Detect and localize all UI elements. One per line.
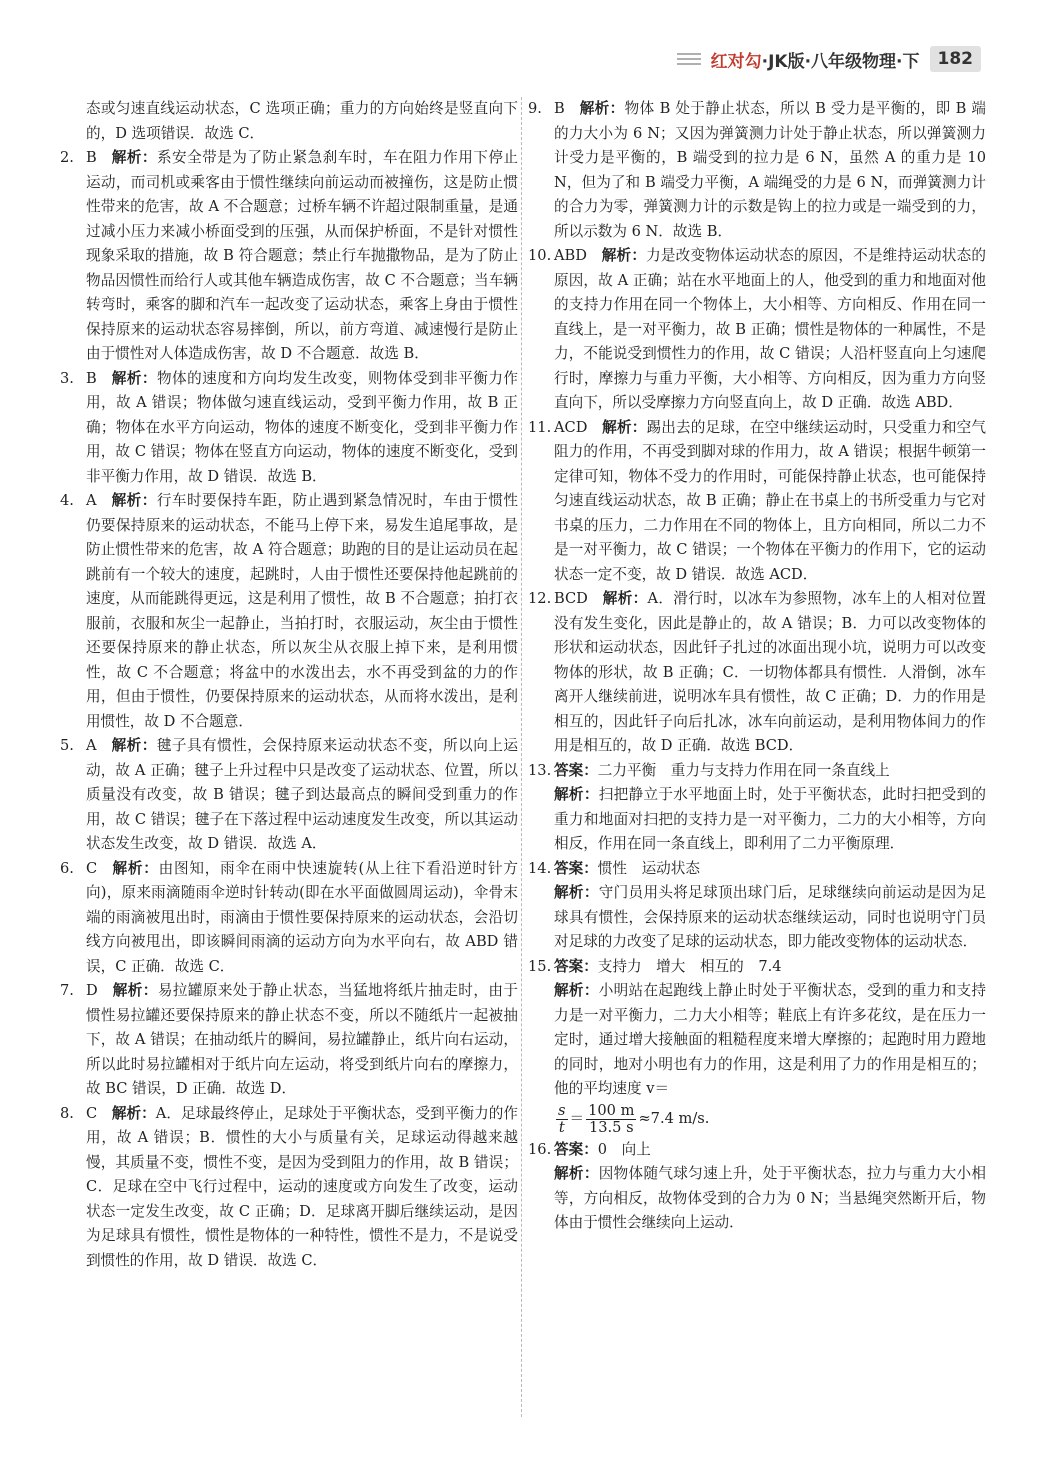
- question-number: 4.: [60, 492, 74, 509]
- continuation-text: 态或匀速直线运动状态，C 选项正确；重力的方向始终是竖直向下的，D 选项错误．故选 C．: [86, 100, 518, 142]
- question-number: 15.: [528, 957, 552, 975]
- question-item: [60, 734, 518, 857]
- fill-question-item: [528, 759, 986, 857]
- header-brand: 红对勾: [710, 51, 762, 72]
- question-answer: D: [86, 982, 98, 999]
- explanation-text: 物体的速度和方向均发生改变，则物体受到非平衡力作用，故 A 错误；物体做匀速直线运动，受到平衡力作用，故 B 正确；物体在水平方向运动，物体的速度不断变化，受到非平衡力作用，故 C 错误；物体在竖直方向运动，物体的速度不断变化，受到非平衡力作用，故 D 错误．故选 B．: [86, 369, 518, 485]
- question-number: 9.: [528, 100, 542, 117]
- question-item: [60, 857, 518, 980]
- question-body: [554, 416, 986, 588]
- question-body: [86, 489, 518, 734]
- question-item: [60, 1102, 518, 1274]
- question-body: [86, 734, 518, 857]
- fill-question-item: [528, 857, 986, 955]
- question-answer: C: [86, 859, 98, 877]
- question-item: [528, 587, 986, 759]
- explanation-text: A．滑行时，以冰车为参照物，冰车上的人相对位置没有发生变化，因此是静止的，故 A 错误；B．力可以改变物体的形状和运动状态，因此钎子扎过的冰面出现小坑，说明力可以改变物体的形状，故 B 正确；C．一切物体都具有惯性．人滑倒，冰车离开人继续前进，说明冰车具有惯性，故 C 正确；D．力的作用是相互的，因此钎子向后扎冰，冰车向前运动，是利用物体间力的作用是相互的，故 D 正确．故选 BCD．: [554, 590, 986, 754]
- explanation-text: 毽子具有惯性，会保持原来运动状态不变，所以向上运动，故 A 正确；毽子上升过程中只是改变了运动状态、位置，所以质量没有改变，故 B 错误；毽子到达最高点的瞬间受到重力的作用，故 C 错误；毽子在下落过程中运动速度发生改变，所以其运动状态发生改变，故 D 错误．故选 A．: [86, 737, 518, 852]
- explanation-text: 力是改变物体运动状态的原因，不是维持运动状态的原因，故 A 正确；站在水平地面上的人，他受到的重力和地面对他的支持力作用在同一个物体上，大小相等、方向相反、作用在同一直线上，是一对平衡力，故 B 正确；惯性是物体的一种属性，不是力，不能说受到惯性力的作用，故 C 错误；人沿杆竖直向上匀速爬行时，摩擦力与重力平衡，大小相等、方向相反，因为重力方向竖直向下，所以受摩擦力方向竖直向上，故 D 正确．故选 ABD．: [554, 247, 986, 411]
- explanation-text: A．足球最终停止，足球处于平衡状态，受到平衡力的作用，故 A 错误；B．惯性的大小与质量有关，足球运动得越来越慢，其质量不变，惯性不变，是因为受到阻力的作用，故 B 错误；C．足球在空中飞行过程中，运动的速度或方向发生了改变，运动状态一定发生改变，故 C 正确；D．足球离开脚后继续运动，是因为足球具有惯性，惯性是物体的一种特性，惯性不是力，不是说受到惯性的作用，故 D 错误．故选 C．: [86, 1104, 518, 1269]
- question-item: [60, 367, 518, 490]
- question-item: [60, 146, 518, 367]
- question-answer: ABD: [554, 247, 587, 264]
- question-number: 10.: [528, 247, 552, 264]
- question-body: [554, 97, 986, 244]
- page-number: 182: [930, 46, 982, 72]
- fill-question-item: [528, 1138, 986, 1236]
- question-number: 2.: [60, 149, 74, 166]
- explanation-label: 解析：: [112, 982, 158, 999]
- formula-result: ≈7.4 m/s.: [638, 1110, 710, 1128]
- explanation-label: 解析：: [602, 418, 647, 436]
- fraction-denominator: 13.5 s: [588, 1119, 634, 1136]
- header-series: ·JK版·八年级物理·下: [761, 51, 920, 72]
- question-item: [528, 97, 986, 244]
- fill-question-item: [528, 955, 986, 1102]
- explanation-text: 扫把静立于水平地面上时，处于平衡状态，此时扫把受到的重力和地面对扫把的支持力是一对平衡力，二力的大小相等，方向相反，作用在同一条直线上，即利用了二力平衡原理．: [554, 786, 986, 852]
- question-number: 16.: [528, 1140, 552, 1158]
- question-number: 5.: [60, 737, 74, 754]
- explanation-text: 守门员用头将足球顶出球门后，足球继续向前运动是因为足球具有惯性，会保持原来的运动状态继续运动，同时也说明守门员对足球的力改变了足球的运动状态，即力能改变物体的运动状态．: [554, 884, 986, 950]
- right-column: [528, 97, 986, 1236]
- answer-label: 答案：: [554, 859, 598, 877]
- fill-items: [528, 759, 986, 1236]
- question-answer: B: [86, 149, 97, 166]
- column-divider: [521, 97, 522, 1417]
- answer-line: [554, 759, 986, 784]
- question-body: [554, 1138, 986, 1236]
- explanation-block: [554, 783, 986, 857]
- question-answer: B: [554, 100, 565, 117]
- question-item: [528, 244, 986, 416]
- question-body: [554, 857, 986, 955]
- explanation-label: 解析：: [554, 884, 599, 901]
- question-body: [554, 587, 986, 759]
- question-body: [554, 759, 986, 857]
- explanation-text: 踢出去的足球，在空中继续运动时，只受重力和空气阻力的作用，不再受到脚对球的作用力，故 A 错误；根据牛顿第一定律可知，物体不受力的作用时，可能保持静止状态，也可能保持匀速直线运动状态，故 B 正确；静止在书桌上的书所受重力与它对书桌的压力，二力作用在不同的物体上，且方向相同，所以二力不是一对平衡力，故 C 错误；一个物体在平衡力的作用下，它的运动状态一定不变，故 D 错误．故选 ACD．: [554, 418, 986, 583]
- explanation-text: 系安全带是为了防止紧急刹车时，车在阻力作用下停止运动，而司机或乘客由于惯性继续向前运动而被撞伤，这是防止惯性带来的危害，故 A 不合题意；过桥车辆不许超过限制重量，是通过减小压力来减小桥面受到的压强，从而保护桥面，不是针对惯性现象采取的措施，故 B 符合题意；禁止行车抛撒物品，是为了防止物品因惯性而给行人或其他车辆造成伤害，故 C 不合题意；当车辆转弯时，乘客的脚和汽车一起改变了运动状态，乘客上身由于惯性保持原来的运动状态容易摔倒，所以，前方弯道、减速慢行是防止由于惯性对人体造成伤害，故 D 不合题意．故选 B．: [86, 149, 518, 362]
- explanation-label: 解析：: [579, 100, 625, 117]
- question-body: [86, 979, 518, 1102]
- fraction-values: [586, 1103, 636, 1136]
- question-item: [528, 416, 986, 588]
- question-answer: B: [86, 369, 97, 387]
- explanation-block: [554, 881, 986, 955]
- explanation-label: 解析：: [111, 149, 157, 166]
- answer-text: 二力平衡 重力与支持力作用在同一条直线上: [597, 761, 890, 779]
- fraction-denominator: t: [558, 1119, 565, 1136]
- page-header: [677, 44, 981, 74]
- answer-text: 支持力 增大 相互的 7.4: [597, 957, 782, 975]
- explanation-label: 解析：: [602, 590, 648, 607]
- question-number: 13.: [528, 761, 552, 779]
- explanation-text: 小明站在起跑线上静止时处于平衡状态，受到的重力和支持力是一对平衡力，二力大小相等；鞋底上有许多花纹，是在压力一定时，通过增大接触面的粗糙程度来增大摩擦的；起跑时用力蹬地的同时，地对小明也有力的作用，这是利用了力的作用是相互的；他的平均速度 v＝: [554, 982, 986, 1097]
- left-column: [60, 97, 518, 1273]
- question-answer: C: [86, 1104, 98, 1122]
- question-item: [60, 489, 518, 734]
- explanation-label: 解析：: [111, 369, 157, 387]
- answer-text: 惯性 运动状态: [597, 859, 700, 877]
- question-body: [554, 244, 986, 416]
- answer-text: 0 向上: [597, 1140, 651, 1158]
- question-answer: A: [86, 492, 97, 509]
- explanation-label: 解析：: [554, 1165, 599, 1182]
- left-items: [60, 146, 518, 1273]
- answer-label: 答案：: [554, 761, 598, 779]
- explanation-label: 解析：: [111, 859, 159, 877]
- explanation-label: 解析：: [111, 1104, 156, 1122]
- explanation-label: 解析：: [554, 982, 599, 999]
- answer-line: [554, 1138, 986, 1163]
- explanation-block: [554, 979, 986, 1102]
- answer-line: [554, 955, 986, 980]
- explanation-text: 由图知，雨伞在雨中快速旋转(从上往下看沿逆时针方向)，原来雨滴随雨伞逆时针转动(即在水平面做圆周运动)，伞骨末端的雨滴被甩出时，雨滴由于惯性要保持原来的运动状态，会沿切线方向被甩出，即该瞬间雨滴的运动方向为水平向右，故 ABD 错误，C 正确．故选 C．: [86, 859, 518, 975]
- question-number: 6.: [60, 859, 74, 877]
- answer-label: 答案：: [554, 1140, 598, 1158]
- explanation-block: [554, 1162, 986, 1236]
- explanation-label: 解析：: [111, 737, 157, 754]
- answer-line: [554, 857, 986, 882]
- question-body: [554, 955, 986, 1102]
- explanation-text: 易拉罐原来处于静止状态，当猛地将纸片抽走时，由于惯性易拉罐还要保持原来的静止状态不变，所以不随纸片一起被抽下，故 A 错误；在抽动纸片的瞬间，易拉罐静止，纸片向右运动，所以此时易拉罐相对于纸片向左运动，将受到纸片向右的摩擦力，故 BC 错误，D 正确．故选 D．: [86, 982, 518, 1097]
- explanation-label: 解析：: [111, 492, 157, 509]
- fraction-numerator: 100 m: [588, 1102, 635, 1119]
- fraction-numerator: s: [558, 1102, 566, 1119]
- question-number: 8.: [60, 1104, 74, 1122]
- question-number: 3.: [60, 369, 74, 387]
- question-number: 12.: [528, 590, 552, 607]
- question-body: [86, 367, 518, 490]
- question-item: [60, 979, 518, 1102]
- question-answer: BCD: [554, 590, 588, 607]
- explanation-text: 因物体随气球匀速上升，处于平衡状态，拉力与重力大小相等，方向相反，故物体受到的合力为 0 N；当悬绳突然断开后，物体由于惯性会继续向上运动．: [554, 1165, 986, 1231]
- explanation-label: 解析：: [601, 247, 647, 264]
- question-body: [86, 146, 518, 367]
- velocity-formula: $\frac{s}{t}$ ＝ $\frac{100 m}{13.5 s}$ ≈7.4 m/s.: [558, 1102, 710, 1136]
- fraction-s-over-t: [556, 1103, 568, 1136]
- question-answer: ACD: [554, 418, 588, 436]
- question-number: 11.: [528, 418, 552, 436]
- explanation-label: 解析：: [554, 786, 599, 803]
- answer-label: 答案：: [554, 957, 598, 975]
- question-answer: A: [86, 737, 97, 754]
- question-number: 14.: [528, 859, 552, 877]
- question-body: [86, 1102, 518, 1274]
- explanation-text: 行车时要保持车距，防止遇到紧急情况时，车由于惯性仍要保持原来的运动状态，不能马上停下来，易发生追尾事故，是防止惯性带来的危害，故 A 符合题意；助跑的目的是让运动员在起跳前有一个较大的速度，起跳时，人由于惯性还要保持他起跳前的速度，从而能跳得更远，这是利用了惯性，故 B 不合题意；拍打衣服前，衣服和灰尘一起静止，当拍打时，衣服运动，灰尘由于惯性还要保持原来的静止状态，所以灰尘从衣服上掉下来，是利用惯性，故 C 不合题意；将盆中的水泼出去，水不再受到盆的力的作用，但由于惯性，仍要保持原来的运动状态，从而将水泼出，是利用惯性，故 D 不合题意．: [86, 492, 518, 730]
- right-items: [528, 97, 986, 759]
- explanation-text: 物体 B 处于静止状态，所以 B 受力是平衡的，即 B 端的力大小为 6 N；又因为弹簧测力计处于静止状态，所以弹簧测力计受力是平衡的，B 端受到的拉力是 6 N，虽然 A 的重力是 10 N，但为了和 B 端受力平衡，A 端绳受的力是 6 N，而弹簧测力计的合力为零，弹簧测力计的示数是钩上的拉力或是一端受到的力，所以示数为 6 N．故选 B．: [554, 100, 986, 240]
- question-number: 7.: [60, 982, 74, 999]
- question-body: [86, 857, 518, 980]
- header-lines-icon: [677, 50, 701, 68]
